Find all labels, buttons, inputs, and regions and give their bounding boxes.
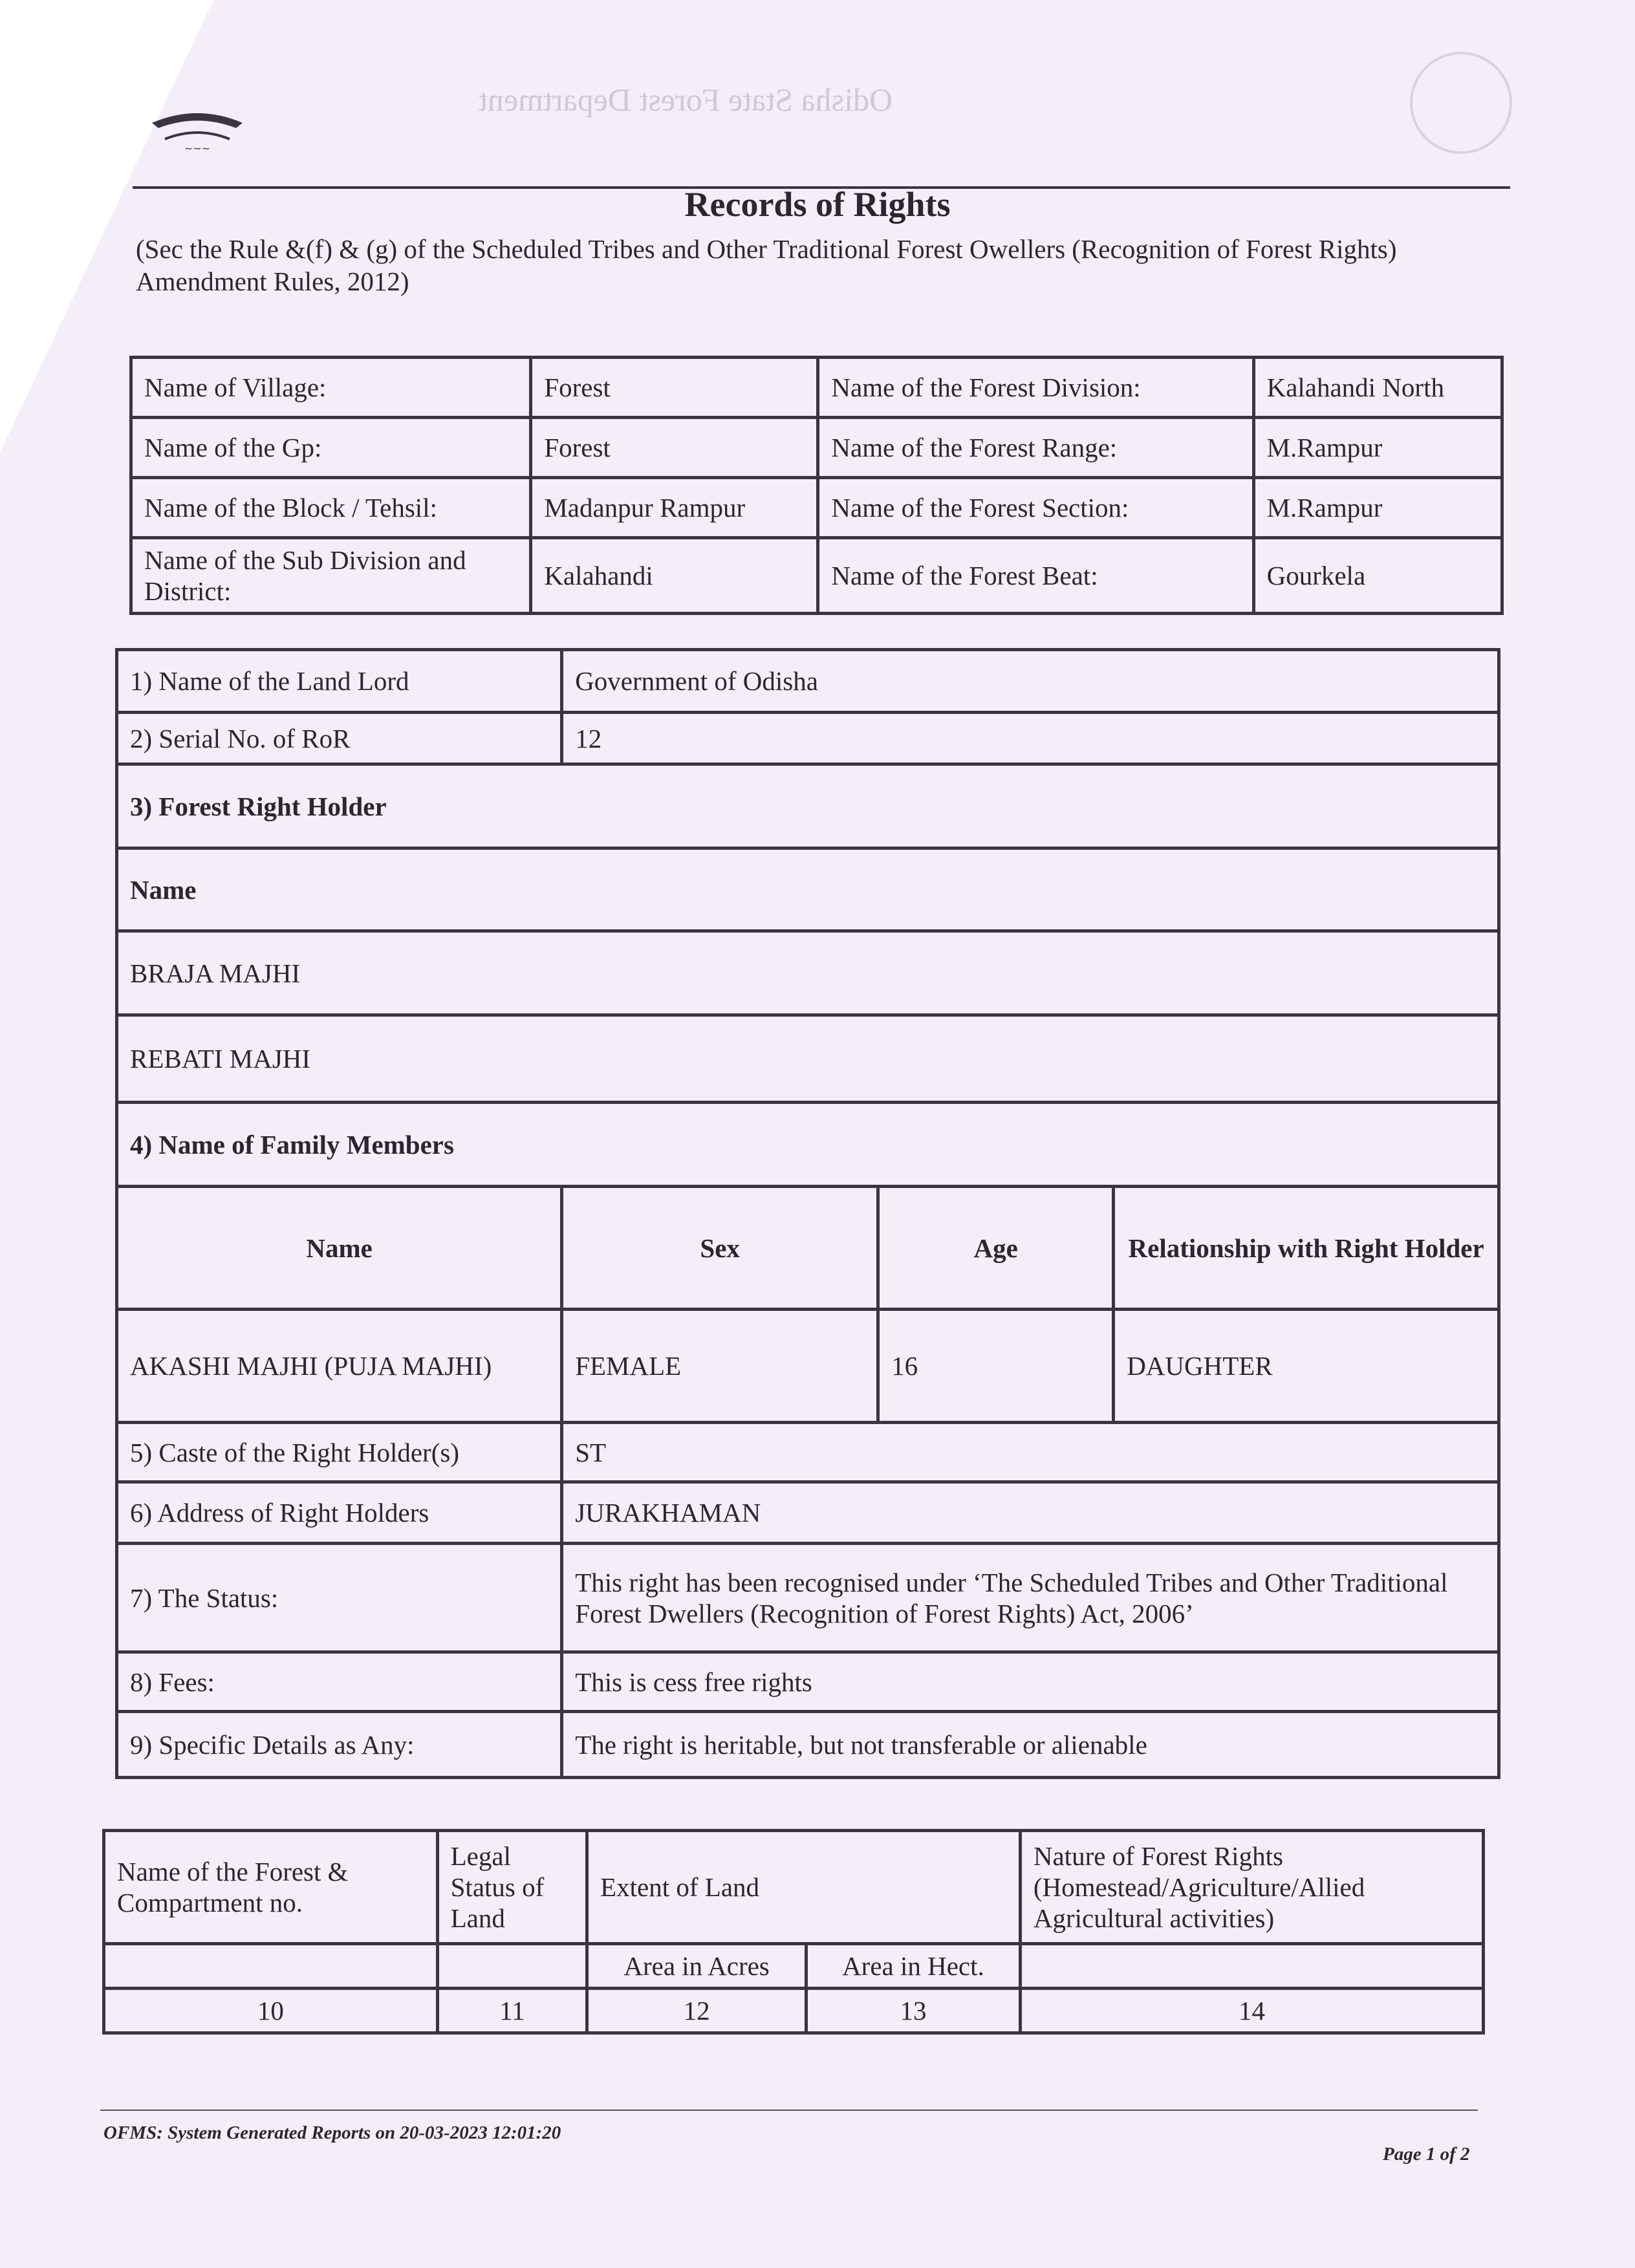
family-sex-header: Sex — [562, 1187, 878, 1310]
records-table — [115, 648, 1500, 1779]
faded-seal — [1410, 52, 1512, 154]
table-row — [117, 764, 1499, 848]
nature-of-rights-header: Nature of Forest Rights (Homestead/Agriculture/Allied Agricultural activities) — [1020, 1831, 1483, 1944]
page-title: Records of Rights — [684, 185, 951, 224]
table-row — [104, 1989, 1484, 2033]
table-row — [131, 418, 1502, 478]
gp-label: Name of the Gp: — [131, 418, 531, 478]
empty-cell — [437, 1944, 587, 1989]
subtitle: (Sec the Rule &(f) & (g) of the Scheduled Tribes and Other Traditional Forest Owellers (Recognition of Forest Rights) Amendment Rules, 2012) — [136, 234, 1397, 296]
forest-section-value: M.Rampur — [1253, 478, 1502, 538]
table-row — [117, 713, 1499, 764]
serial-value: 12 — [562, 713, 1499, 764]
footer-generated-note: OFMS: System Generated Reports on 20-03-2023 12:01:20 — [103, 2122, 561, 2143]
table-row — [117, 1544, 1499, 1652]
table-row — [117, 650, 1499, 713]
empty-cell — [104, 1944, 438, 1989]
right-holder-name: REBATI MAJHI — [117, 1015, 1499, 1103]
forest-beat-label: Name of the Forest Beat: — [818, 538, 1253, 614]
address-value: JURAKHAMAN — [562, 1482, 1499, 1544]
village-label: Name of Village: — [131, 358, 531, 418]
family-relation-header: Relationship with Right Holder — [1114, 1187, 1499, 1310]
status-line-2: Forest Dwellers (Recognition of Forest Rights) Act, 2006’ — [575, 1598, 1194, 1628]
right-holder-name-header: Name — [117, 848, 1499, 931]
status-value — [562, 1544, 1499, 1652]
forest-compartment-header: Name of the Forest & Compartment no. — [104, 1831, 438, 1944]
table-row — [117, 1712, 1499, 1778]
empty-cell — [1020, 1944, 1483, 1989]
forest-division-value: Kalahandi North — [1253, 358, 1502, 418]
block-value: Madanpur Rampur — [531, 478, 818, 538]
department-logo-icon — [146, 110, 249, 168]
forest-range-label: Name of the Forest Range: — [818, 418, 1253, 478]
column-number: 13 — [807, 1989, 1021, 2033]
serial-label: 2) Serial No. of RoR — [117, 713, 562, 764]
caste-label: 5) Caste of the Right Holder(s) — [117, 1423, 562, 1482]
right-holder-name: BRAJA MAJHI — [117, 931, 1499, 1015]
column-number: 10 — [104, 1989, 438, 2033]
address-label: 6) Address of Right Holders — [117, 1482, 562, 1544]
status-line-1: This right has been recognised under ‘The Scheduled Tribes and Other Traditional — [575, 1567, 1448, 1597]
fees-value: This is cess free rights — [562, 1652, 1499, 1712]
family-heading: 4) Name of Family Members — [117, 1103, 1499, 1187]
table-row — [131, 538, 1502, 614]
area-hect-header: Area in Hect. — [807, 1944, 1021, 1989]
specific-details-value: The right is heritable, but not transferable or alienable — [562, 1712, 1499, 1778]
right-holder-heading: 3) Forest Right Holder — [117, 764, 1499, 848]
forest-section-label: Name of the Forest Section: — [818, 478, 1253, 538]
table-row — [117, 1482, 1499, 1544]
specific-details-label: 9) Specific Details as Any: — [117, 1712, 562, 1778]
forest-range-value: M.Rampur — [1253, 418, 1502, 478]
column-number: 11 — [437, 1989, 587, 2033]
subdivision-label: Name of the Sub Division and District: — [131, 538, 531, 614]
table-row — [117, 1015, 1499, 1103]
forest-land-table — [102, 1829, 1485, 2035]
extent-of-land-header: Extent of Land — [587, 1831, 1021, 1944]
column-number: 14 — [1020, 1989, 1483, 2033]
table-row — [104, 1831, 1484, 1944]
land-lord-label: 1) Name of the Land Lord — [117, 650, 562, 713]
status-label: 7) The Status: — [117, 1544, 562, 1652]
subdivision-value: Kalahandi — [531, 538, 818, 614]
family-age-header: Age — [878, 1187, 1114, 1310]
table-row — [117, 1423, 1499, 1482]
land-lord-value: Government of Odisha — [562, 650, 1499, 713]
svg-text:~~~: ~~~ — [184, 142, 211, 155]
member-sex: FEMALE — [562, 1310, 878, 1423]
member-age: 16 — [878, 1310, 1114, 1423]
table-row — [117, 1187, 1499, 1310]
table-row — [131, 478, 1502, 538]
fees-label: 8) Fees: — [117, 1652, 562, 1712]
forest-beat-value: Gourkela — [1253, 538, 1502, 614]
table-row — [117, 848, 1499, 931]
forest-division-label: Name of the Forest Division: — [818, 358, 1253, 418]
block-label: Name of the Block / Tehsil: — [131, 478, 531, 538]
table-row — [104, 1944, 1484, 1989]
legal-status-header: Legal Status of Land — [437, 1831, 587, 1944]
caste-value: ST — [562, 1423, 1499, 1482]
family-name-header: Name — [117, 1187, 562, 1310]
member-relation: DAUGHTER — [1114, 1310, 1499, 1423]
column-number: 12 — [587, 1989, 807, 2033]
table-row — [117, 1310, 1499, 1423]
table-row — [131, 358, 1502, 418]
footer-rule — [100, 2110, 1478, 2111]
location-table — [129, 356, 1504, 615]
table-row — [117, 931, 1499, 1015]
table-row — [117, 1103, 1499, 1187]
village-value: Forest — [531, 358, 818, 418]
table-row — [117, 1652, 1499, 1712]
bleed-through-header: Odisha State Forest Department — [479, 81, 893, 118]
area-acres-header: Area in Acres — [587, 1944, 807, 1989]
page-number: Page 1 of 2 — [1383, 2144, 1470, 2165]
member-name: AKASHI MAJHI (PUJA MAJHI) — [117, 1310, 562, 1423]
gp-value: Forest — [531, 418, 818, 478]
